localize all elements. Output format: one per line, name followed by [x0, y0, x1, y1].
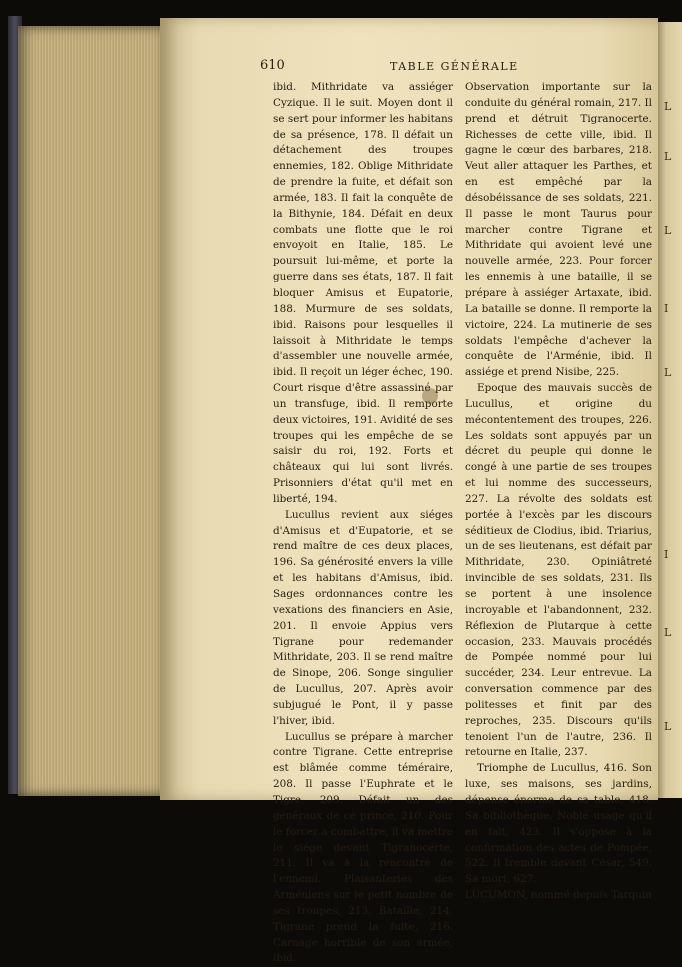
facing-page-letter: I — [664, 548, 669, 561]
facing-page-letter: L — [664, 100, 672, 113]
paragraph: ibid. Mithridate va assiéger Cyzique. Il le suit. Moyen dont il se sert pour informer les habitans de sa présence, 178. Il défait un détachement des troupes ennemies, 182. Oblige Mithridate de prendre la fuite, et défait son armée, 183. Il fait la conquête de la Bithynie, 184. Défait en deux combats une flotte que le roi envoyoit en Italie, 185. Le poursuit lui-même, et porte la guerre dans ses états, 187. Il fait bloquer Amisus et Eupatorie, 188. Murmure de ses soldats, ibid. Raisons pour lesquelles il laissoit à Mithridate le temps d'assembler une nouvelle armée, ibid. Il reçoit un léger échec, 190. Court risque d'être assassiné par un transfuge, ibid. Il remporte deux victoires, 191. Avidité de ses troupes qui les empêche de se saisir du roi, 192. Forts et châteaux qui lui sont livrés. Prisonniers d'état qu'il met en liberté, 194. — [273, 81, 453, 505]
facing-page-letter: L — [664, 150, 672, 163]
page-title: TABLE GÉNÉRALE — [390, 60, 519, 73]
paragraph: Triomphe de Lucullus, 416. Son luxe, ses maisons, ses jardins, dépense énorme de sa table, 418. Sa bibliothèque. Noble usage qu'il en fait, 423. Il s'oppose à la confirmation des actes de Pompée, 522. Il tremble devant César, 549. Sa mort, 627. — [465, 762, 652, 886]
facing-page-letter: L — [664, 720, 672, 733]
page-edge-fore — [18, 26, 168, 796]
left-column — [273, 80, 453, 967]
entry-heading: LUCUMON, nommé depuis Tarquin — [465, 889, 652, 902]
book-page — [160, 18, 658, 965]
facing-page-letter: L — [664, 626, 672, 639]
right-column — [465, 80, 652, 904]
paragraph: Epoque des mauvais succès de Lucullus, et origine du mécontentement des troupes, 226. Les soldats sont appuyés par un décret du peuple qui donne le congé à une partie de ses troupes et lui nomme des successeurs, 227. La révolte des soldats est portée à l'excès par les discours séditieux de Clodius, ibid. Triarius, un de ses lieutenans, est défait par Mithridate, 230. Opiniâtreté invincible de ses soldats, 231. Ils se portent à une insolence incroyable et l'abandonnent, 232. Réflexion de Plutarque à cette occasion, 233. Mauvais procédés de Pompée nommé pour lui succéder, 234. Leur entrevue. La conversation commence par des politesses et finit par des reproches, 235. Discours qu'ils tenoient l'un de l'autre, 236. Il retourne en Italie, 237. — [465, 382, 652, 759]
ink-stain — [422, 388, 438, 404]
facing-page-letter: I — [664, 302, 669, 315]
paragraph: Lucullus revient aux siéges d'Amisus et d'Eupatorie, et se rend maître de ces deux places, 196. Sa générosité envers la ville et les habitans d'Amisus, ibid. Sages ordonnances contre les vexations des financiers en Asie, 201. Il envoie Appius vers Tigrane pour redemander Mithridate, 203. Il se rend maître de Sinope, 206. Songe singulier de Lucullus, 207. Après avoir subjugué le Pont, il y passe l'hiver, ibid. — [273, 508, 453, 727]
page-number: 610 — [260, 58, 285, 73]
facing-page-edge — [655, 22, 682, 798]
paragraph: Lucullus se prépare à marcher contre Tigrane. Cette entreprise est blâmée comme téméraire, 208. Il passe l'Euphrate et le Tigre, 209. Défait un des généraux de ce prince, 210. Pour le forcer à combattre, il va mettre le siége devant Tigranocerte, 211. Il va à la rencontre de l'ennemi. Plaisanteries des Arméniens sur le petit nombre de ses troupes, 213. Bataille, 214. Tigrane prend la fuite, 216. Carnage horrible de son armée, ibid. — [273, 730, 453, 965]
facing-page-letter: L — [664, 224, 672, 237]
paragraph: Observation importante sur la conduite du général romain, 217. Il prend et détruit Tigranocerte. Richesses de cette ville, ibid. Il gagne le cœur des barbares, 218. Veut aller attaquer les Parthes, et en est empêché par la désobéissance de ses soldats, 221. Il passe le mont Taurus pour marcher contre Tigrane et Mithridate qui avoient levé une nouvelle armée, 223. Pour forcer les ennemis à une bataille, il se prépare à assiéger Artaxate, ibid. La bataille se donne. Il remporte la victoire, 224. La mutinerie de ses soldats l'empêche d'achever la conquête de l'Arménie, ibid. Il assiége et prend Nisibe, 225. — [465, 81, 652, 379]
facing-page-letter: L — [664, 366, 672, 379]
